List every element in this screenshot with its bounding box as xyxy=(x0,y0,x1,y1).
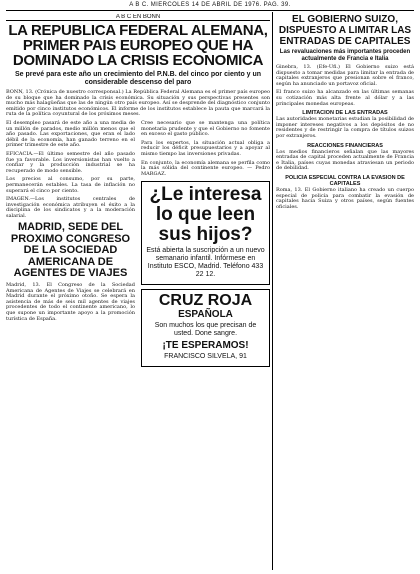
section-policia: POLICIA ESPECIAL CONTRA LA EVASION DE CAPITALES xyxy=(285,174,405,187)
para: Roma, 13. El Gobierno italiano ha creado un cuerpo especial de policía para combatir la evasión de capitales hacia Suiza y otros países, según fuentes oficiales. xyxy=(276,186,414,210)
para: El desempleo pasará de este año a una media de un millón de parados, medio millón menos que el año pasado. Las exportaciones, que eran el lado débil de la economía, han ganado terreno en el primer trimestre de este año. xyxy=(6,119,135,149)
para: IMAGEN.—Los institutos centrales de investigación económica atribuyen el éxito a la disciplina de los sindicatos y a la moderación salarial. xyxy=(6,196,135,219)
red-cross-ad xyxy=(141,289,270,367)
article-col-a xyxy=(6,121,135,367)
lead-paragraph: BONN, 13. (Crónica de nuestro corresponsal.) La República Federal Alemana es el primer país europeo de su bloque que ha dominado la crisis económica. Su situación y sus perspectivas presentes son mucho más halagüeñas que las de ningún otro país europeo. Así se desprende del diagnóstico conjunto emitido por cinco institutos económicos. El informe de los institutos establece la pauta que marcará la ruta de la política coyuntural de los próximos meses. xyxy=(6,89,270,118)
para: Para los expertos, la situación actual obliga a reducir los déficit presupuestarios y a apoyar al mismo tiempo las inversiones privadas. xyxy=(141,139,270,157)
para: EFICACIA.—El último semestre del año pasado fue ya favorable. Los inversionistas han vuelto a confiar y la producción industrial se ha recuperado de modo sensible. xyxy=(6,150,135,174)
swiss-subhead: Las revaluaciones más importantes proceden actualmente de Francia e Italia xyxy=(279,49,411,62)
ad-text: Está abierta la suscripción a un nuevo semanario infantil. Infórmese en Instituto ESCO, Madrid. Teléfono 433 22 12. xyxy=(146,247,265,279)
main-headline: LA REPUBLICA FEDERAL ALEMANA, PRIMER PAIS EUROPEO QUE HA DOMINADO LA CRISIS ECONOMICA xyxy=(8,22,268,69)
column-divider xyxy=(272,12,273,570)
para: Los precios al consumo, por su parte, permanecerán estables. La tasa de inflación no superará el cinco por ciento. xyxy=(6,176,135,194)
red-cross-text: Son muchos los que precisan de usted. Done sangre. xyxy=(154,322,257,338)
article-columns xyxy=(6,121,270,367)
red-cross-subtitle: ESPAÑOLA xyxy=(178,309,233,321)
left-column xyxy=(6,14,270,570)
red-cross-cta: ¡TE ESPERAMOS! xyxy=(162,340,249,352)
article-col-b xyxy=(141,121,270,367)
main-subhead: Se prevé para este año un crecimiento del P.N.B. del cinco por ciento y un considerable descenso del paro xyxy=(14,71,262,86)
para: Ginebra, 13. (Efe-Ufi.) El Gobierno suizo está dispuesto a tomar medidas para limitar la entrada de capitales extranjeros que presionan sobre el franco, según ha anunciado un portavoz oficial. xyxy=(276,64,414,87)
para: El franco suizo ha alcanzado en las últimas semanas su cotización más alta frente al dólar y a las principales monedas europeas. xyxy=(276,89,414,107)
section-kicker: A B C EN BONN xyxy=(6,14,270,21)
para: Las autoridades monetarias estudian la posibilidad de imponer intereses negativos a los depósitos de no residentes y de restringir la compra de títulos suizos por extranjeros. xyxy=(276,116,414,139)
page-header: A B C. MIERCOLES 14 DE ABRIL DE 1976. PAG. 39. xyxy=(129,2,291,8)
header-rule xyxy=(6,10,414,11)
right-column xyxy=(276,14,414,570)
section-reacciones: REACCIONES FINANCIERAS xyxy=(307,142,383,149)
red-cross-title: CRUZ ROJA xyxy=(158,292,253,310)
madrid-headline: MADRID, SEDE DEL PROXIMO CONGRESO DE LA SOCIEDAD AMERICANA DE AGENTES DE VIAJES xyxy=(10,221,131,280)
madrid-text: Madrid, 13. El Congreso de la Sociedad Americana de Agentes de Viajes se celebrará en Madrid durante el próximo otoño. Se espera la asistencia de más de seis mil agentes de viajes procedentes de todo el continente americano, lo que supone un importante apoyo a la promoción turística de España. xyxy=(6,281,135,322)
section-limitacion: LIMITACION DE LAS ENTRADAS xyxy=(302,110,388,117)
children-reading-ad xyxy=(141,181,270,285)
red-cross-address: FRANCISCO SILVELA, 91 xyxy=(164,353,247,361)
ad-question: ¿Le interesa lo que leen sus hijos? xyxy=(149,184,262,246)
swiss-headline: EL GOBIERNO SUIZO, DISPUESTO A LIMITAR LAS ENTRADAS DE CAPITALES xyxy=(278,14,412,47)
para: Cree necesario que se mantenga una política monetaria prudente y que el Gobierno no fomente en exceso el gasto público. xyxy=(141,119,270,138)
para: Los medios financieros señalan que las mayores entradas de capital proceden actualmente de Francia e Italia, países cuyas monedas atraviesan un periodo de debilidad. xyxy=(276,148,414,172)
para: En conjunto, la economía alemana se perfila como la más sólida del continente europeo. — Pedro MARGAZ. xyxy=(141,159,270,177)
